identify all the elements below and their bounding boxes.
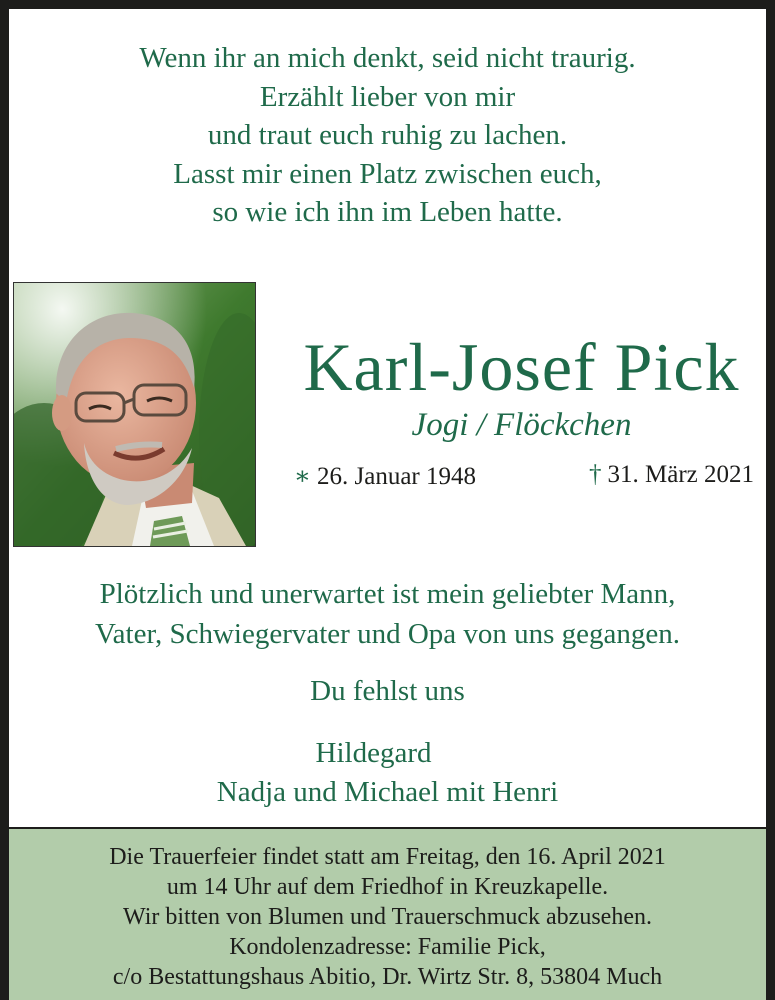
death-date-group xyxy=(589,461,754,491)
mourner-line: Hildegard xyxy=(315,737,432,769)
poem-line: Lasst mir einen Platz zwischen euch, xyxy=(173,157,602,190)
missing-you-text: Du fehlst uns xyxy=(310,675,465,707)
deceased-name: Karl-Josef Pick xyxy=(303,329,740,405)
birth-star-icon: ∗ xyxy=(294,463,311,490)
info-line: Wir bitten von Blumen und Trauerschmuck abzusehen. xyxy=(123,904,652,930)
announcement-line: Vater, Schwiegervater und Opa von uns gegangen. xyxy=(94,618,681,650)
funeral-info-box xyxy=(9,827,766,1000)
mourner-line: Nadja und Michael mit Henri xyxy=(216,776,559,808)
mourners-list xyxy=(9,734,766,812)
poem xyxy=(9,39,766,232)
info-line: c/o Bestattungshaus Abitio, Dr. Wirtz Str. 8, 53804 Much xyxy=(112,964,663,990)
nicknames: Jogi / Flöckchen xyxy=(411,407,632,443)
poem-line: so wie ich ihn im Leben hatte. xyxy=(212,196,563,228)
info-line: um 14 Uhr auf dem Friedhof in Kreuzkapelle. xyxy=(166,874,609,900)
cross-icon: † xyxy=(589,461,602,488)
info-line: Die Trauerfeier findet statt am Freitag, den 16. April 2021 xyxy=(109,844,666,870)
poem-line: Erzählt lieber von mir xyxy=(259,80,516,113)
poem-line: Wenn ihr an mich denkt, seid nicht traurig. xyxy=(139,42,636,74)
life-dates xyxy=(294,461,754,491)
info-line: Kondolenzadresse: Familie Pick, xyxy=(229,934,546,960)
portrait-photo xyxy=(13,282,256,547)
announcement-line: Plötzlich und unerwartet ist mein geliebter Mann, xyxy=(99,578,676,610)
birth-date-group xyxy=(294,461,476,491)
birth-date: 26. Januar 1948 xyxy=(317,463,476,490)
poem-line: und traut euch ruhig zu lachen. xyxy=(207,119,568,151)
announcement-text xyxy=(9,574,766,654)
death-date: 31. März 2021 xyxy=(607,461,754,488)
